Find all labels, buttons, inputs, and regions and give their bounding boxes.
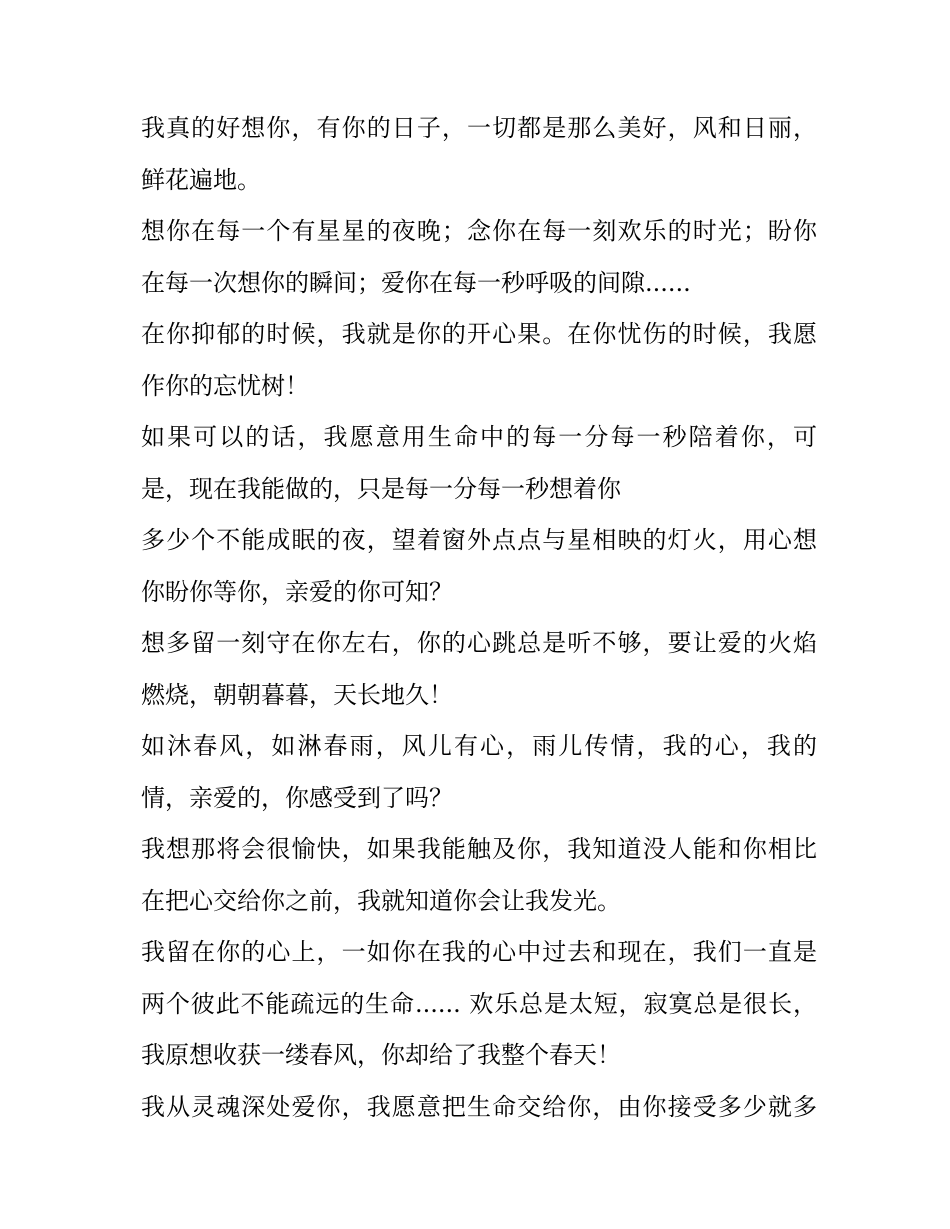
- text-line: 在把心交给你之前，我就知道你会让我发光。: [141, 886, 621, 915]
- text-line: 情，亲爱的，你感受到了吗？: [141, 783, 453, 812]
- text-line: 我留在你的心上，一如你在我的心中过去和现在，我们一直是: [141, 938, 817, 966]
- text-line: 想你在每一个有星星的夜晚；念你在每一刻欢乐的时光；盼你: [141, 217, 817, 245]
- body-text: [141, 103, 817, 1133]
- text-line: 在每一次想你的瞬间；爱你在每一秒呼吸的间隙......: [141, 268, 691, 297]
- text-line: 我从灵魂深处爱你，我愿意把生命交给你，由你接受多少就多: [141, 1092, 817, 1121]
- text-line: 鲜花遍地。: [141, 165, 261, 194]
- text-line: 我原想收获一缕春风，你却给了我整个春天！: [141, 1041, 621, 1069]
- text-line: 我想那将会很愉快，如果我能触及你，我知道没人能和你相比: [141, 835, 817, 863]
- text-line: 多少个不能成眠的夜，望着窗外点点与星相映的灯火，用心想: [141, 526, 817, 554]
- text-line: 在你抑郁的时候，我就是你的开心果。在你忧伤的时候，我愿: [141, 320, 817, 348]
- text-line: 两个彼此不能疏远的生命...... 欢乐总是太短，寂寞总是很长，: [141, 989, 817, 1018]
- text-line: 我真的好想你，有你的日子，一切都是那么美好，风和日丽，: [141, 114, 817, 142]
- text-line: 燃烧，朝朝暮暮，天长地久！: [141, 680, 453, 709]
- text-line: 如沐春风，如淋春雨，风儿有心，雨儿传情，我的心，我的: [141, 732, 817, 760]
- text-line: 作你的忘忧树！: [141, 371, 309, 400]
- text-line: 是，现在我能做的，只是每一分每一秒想着你: [141, 474, 621, 503]
- text-line: 如果可以的话，我愿意用生命中的每一分每一秒陪着你，可: [141, 423, 817, 451]
- text-line: 想多留一刻守在你左右，你的心跳总是听不够，要让爱的火焰: [141, 629, 817, 657]
- text-line: 你盼你等你，亲爱的你可知？: [141, 577, 453, 606]
